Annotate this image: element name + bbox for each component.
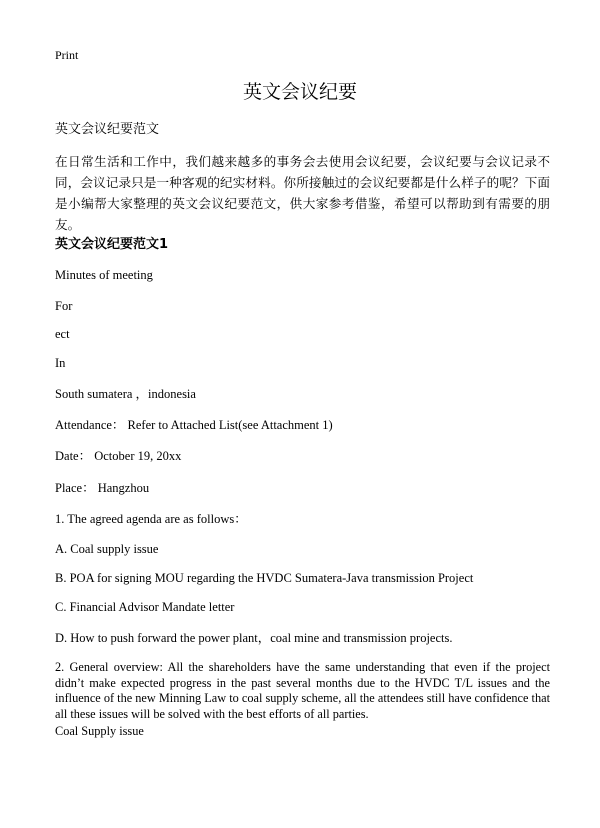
agenda-item-c: C. Financial Advisor Mandate letter bbox=[55, 600, 235, 614]
agenda-item-d: D. How to push forward the power plant，coal mine and transmission projects. bbox=[55, 631, 453, 645]
intro-paragraph: 在日常生活和工作中，我们越来越多的事务会去使用会议纪要，会议纪要与会议记录不同，会议记录只是一种客观的纪实材料。你所接触过的会议纪要都是什么样子的呢？下面是小编帮大家整理的英文会议纪要范文，供大家参考借鉴，希望可以帮助到有需要的朋友。 bbox=[55, 154, 550, 232]
print-link[interactable]: Print bbox=[55, 48, 79, 62]
agenda-item-a: A. Coal supply issue bbox=[55, 542, 159, 556]
project-fragment-line: ect bbox=[55, 327, 70, 341]
location-line: South sumatera ，indonesia bbox=[55, 387, 196, 401]
coal-supply-heading: Coal Supply issue bbox=[55, 724, 144, 738]
page-title: 英文会议纪要 bbox=[242, 81, 357, 103]
place-line: Place： Hangzhou bbox=[55, 481, 150, 495]
in-line: In bbox=[55, 356, 66, 370]
for-line: For bbox=[55, 299, 73, 313]
date-line: Date： October 19, 20xx bbox=[55, 449, 182, 463]
minutes-title-line: Minutes of meeting bbox=[55, 268, 153, 282]
document-subtitle: 英文会议纪要范文 bbox=[55, 122, 160, 137]
agenda-item-b: B. POA for signing MOU regarding the HVDC Sumatera-Java transmission Project bbox=[55, 571, 474, 585]
general-overview-paragraph: 2. General overview: All the shareholders have the same understanding that even if the project didn’t make expected progress in the past several months due to the HVDC T/L issues and the influence of the new Minning Law to coal supply scheme, all the attendees still have confidence that all these issues will be solved with the best efforts of all parties. bbox=[55, 660, 550, 721]
agenda-intro-line: 1. The agreed agenda are as follows： bbox=[55, 512, 247, 526]
section-heading: 英文会议纪要范文1 bbox=[55, 237, 169, 252]
attendance-line: Attendance： Refer to Attached List(see Attachment 1) bbox=[55, 418, 333, 432]
